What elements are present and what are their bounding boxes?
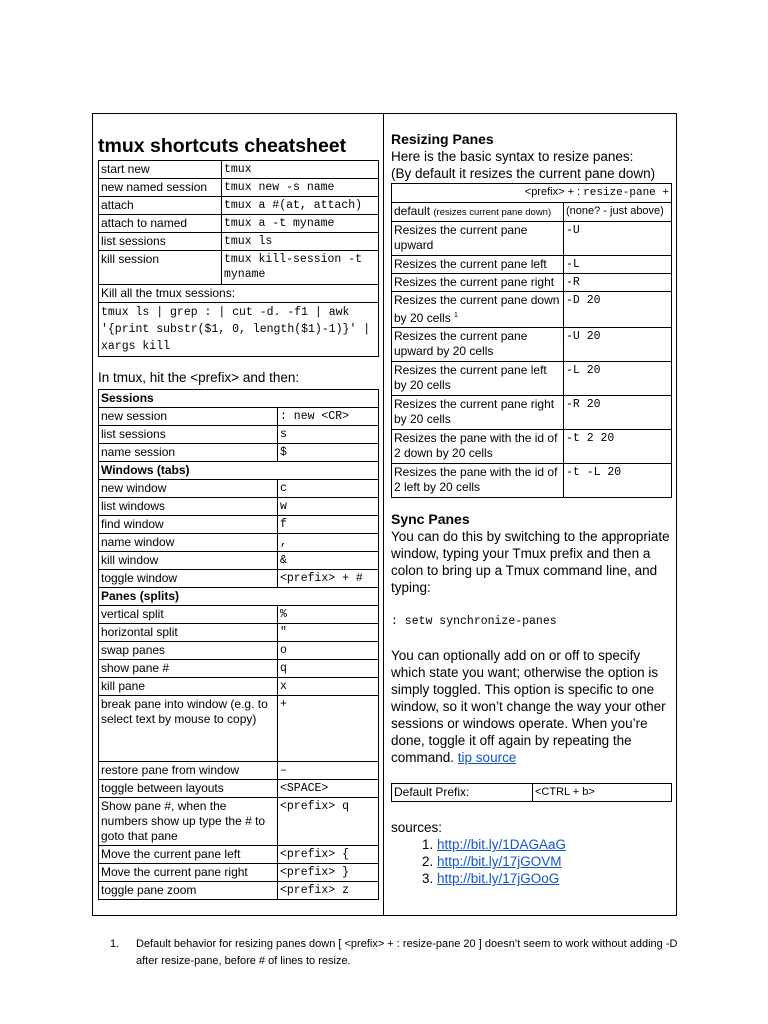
list-item (437, 853, 672, 870)
resize-command: -U 20 (564, 328, 672, 362)
command-label: new named session (99, 179, 222, 197)
section-header-sessions: Sessions (99, 390, 379, 408)
resize-description: Resizes the current pane upward (392, 222, 564, 256)
table-row (99, 552, 379, 570)
command-value: tmux new -s name (222, 179, 379, 197)
table-row (99, 179, 379, 197)
action-label: list windows (99, 498, 278, 516)
key-value: , (278, 534, 379, 552)
table-row (392, 784, 672, 802)
command-value: tmux (222, 161, 379, 179)
command-value: tmux a #(at, attach) (222, 197, 379, 215)
key-value: <SPACE> (278, 780, 379, 798)
resize-command: -L (564, 256, 672, 274)
table-row (392, 274, 672, 292)
table-row (99, 846, 379, 864)
table-row (392, 464, 672, 498)
key-value: <prefix> + # (278, 570, 379, 588)
table-row (99, 762, 379, 780)
resizing-intro-2: (By default it resizes the current pane down) (391, 166, 656, 181)
table-row (99, 570, 379, 588)
action-label: list sessions (99, 426, 278, 444)
resize-table (391, 183, 672, 498)
resize-command: -t 2 20 (564, 430, 672, 464)
key-value: o (278, 642, 379, 660)
key-value: <prefix> } (278, 864, 379, 882)
sync-paragraph-2 (391, 647, 672, 766)
section-header-row (99, 462, 379, 480)
action-label: Move the current pane right (99, 864, 278, 882)
table-row (392, 292, 672, 328)
resize-description: Resizes the current pane left by 20 cells (392, 362, 564, 396)
list-item (437, 836, 672, 853)
table-row (392, 328, 672, 362)
sync-paragraph-1: You can do this by switching to the appropriate window, typing your Tmux prefix and then a colon to bring up a Tmux command line, and typing: (391, 529, 670, 595)
action-label: name window (99, 534, 278, 552)
key-value: % (278, 606, 379, 624)
kill-all-label: Kill all the tmux sessions: (99, 285, 378, 303)
action-label: name session (99, 444, 278, 462)
action-label: toggle between layouts (99, 780, 278, 798)
table-row (99, 660, 379, 678)
action-label: show pane # (99, 660, 278, 678)
key-value: " (278, 624, 379, 642)
basics-table (98, 160, 379, 357)
table-row (99, 444, 379, 462)
action-label: restore pane from window (99, 762, 278, 780)
sync-command: : setw synchronize-panes (391, 615, 557, 628)
command-value: tmux ls (222, 233, 379, 251)
right-column (391, 130, 672, 887)
table-row (99, 285, 379, 357)
table-row (99, 534, 379, 552)
key-value: & (278, 552, 379, 570)
section-header-panes: Panes (splits) (99, 588, 379, 606)
action-label: toggle pane zoom (99, 882, 278, 900)
table-row (99, 233, 379, 251)
table-row (99, 215, 379, 233)
table-row (99, 678, 379, 696)
resize-command: -D 20 (564, 292, 672, 328)
table-row (99, 161, 379, 179)
key-value: – (278, 762, 379, 780)
resizing-intro-1: Here is the basic syntax to resize panes: (391, 149, 634, 164)
kill-all-command: tmux ls | grep : | cut -d. -f1 | awk '{print substr($1, 0, length($1)-1)}' | xargs kill (101, 306, 371, 353)
section-header-windows: Windows (tabs) (99, 462, 379, 480)
resize-command: -R (564, 274, 672, 292)
action-label: horizontal split (99, 624, 278, 642)
key-value: $ (278, 444, 379, 462)
default-label-note: (resizes current pane down) (433, 207, 552, 218)
action-label: new window (99, 480, 278, 498)
table-row (99, 251, 379, 285)
resize-description: Resizes the current pane upward by 20 cells (392, 328, 564, 362)
footnote (110, 936, 678, 970)
default-prefix-table (391, 783, 672, 802)
table-row (392, 362, 672, 396)
resize-command: -R 20 (564, 396, 672, 430)
table-row (392, 203, 672, 222)
action-label: break pane into window (e.g. to select text by mouse to copy) (99, 696, 278, 762)
command-label: list sessions (99, 233, 222, 251)
table-row (99, 696, 379, 762)
list-item (437, 870, 672, 887)
resize-command: -L 20 (564, 362, 672, 396)
resize-description: Resizes the pane with the id of 2 left by 20 cells (392, 464, 564, 498)
default-label-text: default (394, 204, 431, 218)
resize-description: Resizes the pane with the id of 2 down by 20 cells (392, 430, 564, 464)
command-label: attach to named (99, 215, 222, 233)
key-value: c (278, 480, 379, 498)
table-row (99, 606, 379, 624)
resize-description: Resizes the current pane right by 20 cells (392, 396, 564, 430)
resize-description: Resizes the current pane down by 20 cells (394, 293, 560, 325)
footnote-number: 1. (110, 938, 120, 950)
table-row (99, 642, 379, 660)
action-label: toggle window (99, 570, 278, 588)
page-title: tmux shortcuts cheatsheet (98, 135, 347, 157)
table-row (99, 426, 379, 444)
default-label (392, 203, 564, 222)
resizing-heading: Resizing Panes (391, 131, 494, 147)
tip-source-link[interactable]: tip source (457, 750, 517, 765)
source-link[interactable]: http://bit.ly/1DAGAaG (437, 837, 567, 852)
command-label: attach (99, 197, 222, 215)
resize-syntax-command: resize-pane + (583, 187, 669, 199)
prefix-intro: In tmux, hit the <prefix> and then: (98, 370, 300, 385)
action-label: find window (99, 516, 278, 534)
command-label: kill session (99, 251, 222, 285)
key-value: s (278, 426, 379, 444)
column-divider (383, 113, 384, 916)
key-value: <prefix> q (278, 798, 379, 846)
action-label: Move the current pane left (99, 846, 278, 864)
resize-syntax-prefix: <prefix> + : (524, 186, 584, 198)
section-header-row (99, 588, 379, 606)
key-value: w (278, 498, 379, 516)
key-value: <prefix> { (278, 846, 379, 864)
table-row (392, 430, 672, 464)
table-row (99, 498, 379, 516)
source-link[interactable]: http://bit.ly/17jGOoG (437, 871, 560, 886)
default-value: (none? - just above) (564, 203, 672, 222)
left-column (98, 130, 379, 900)
table-row (99, 197, 379, 215)
table-row (99, 864, 379, 882)
table-row (99, 516, 379, 534)
source-link[interactable]: http://bit.ly/17jGOVM (437, 854, 562, 869)
table-row (392, 396, 672, 430)
action-label: kill window (99, 552, 278, 570)
table-row (99, 798, 379, 846)
table-row (99, 480, 379, 498)
resize-description: Resizes the current pane right (392, 274, 564, 292)
resize-command: -U (564, 222, 672, 256)
command-label: start new (99, 161, 222, 179)
key-value: <prefix> z (278, 882, 379, 900)
syntax-row (392, 184, 672, 203)
key-value: + (278, 696, 379, 762)
key-value: f (278, 516, 379, 534)
sources-list (391, 836, 672, 887)
table-row (99, 624, 379, 642)
resize-description: Resizes the current pane left (392, 256, 564, 274)
table-row (392, 256, 672, 274)
resize-syntax (392, 184, 672, 203)
sync-paragraph-2-text: You can optionally add on or off to specify which state you want; otherwise the option is simply toggled. This option is specific to one window, so it won’t change the way your other sessions or windows operate. When you’re done, toggle it off again by repeating the command. (391, 648, 666, 765)
sources-label: sources: (391, 820, 443, 835)
default-prefix-label: Default Prefix: (392, 784, 533, 802)
action-label: vertical split (99, 606, 278, 624)
command-value: tmux kill-session -t myname (222, 251, 379, 285)
command-value: tmux a -t myname (222, 215, 379, 233)
table-row (99, 882, 379, 900)
footnote-marker: 1 (454, 312, 458, 319)
table-row (99, 780, 379, 798)
table-row (99, 408, 379, 426)
keybindings-table (98, 389, 379, 900)
kill-all-cell (99, 285, 379, 357)
key-value: x (278, 678, 379, 696)
key-value: : new <CR> (278, 408, 379, 426)
resize-description-cell (392, 292, 564, 328)
section-header-row (99, 390, 379, 408)
action-label: Show pane #, when the numbers show up type the # to goto that pane (99, 798, 278, 846)
default-prefix-value: <CTRL + b> (533, 784, 672, 802)
key-value: q (278, 660, 379, 678)
sync-heading: Sync Panes (391, 511, 470, 527)
resize-command: -t -L 20 (564, 464, 672, 498)
table-row (392, 222, 672, 256)
action-label: new session (99, 408, 278, 426)
action-label: kill pane (99, 678, 278, 696)
action-label: swap panes (99, 642, 278, 660)
footnote-text: Default behavior for resizing panes down [ <prefix> + : resize-pane 20 ] doesn’t seem to work without adding -D after resize-pane, before # of lines to resize. (136, 938, 678, 967)
